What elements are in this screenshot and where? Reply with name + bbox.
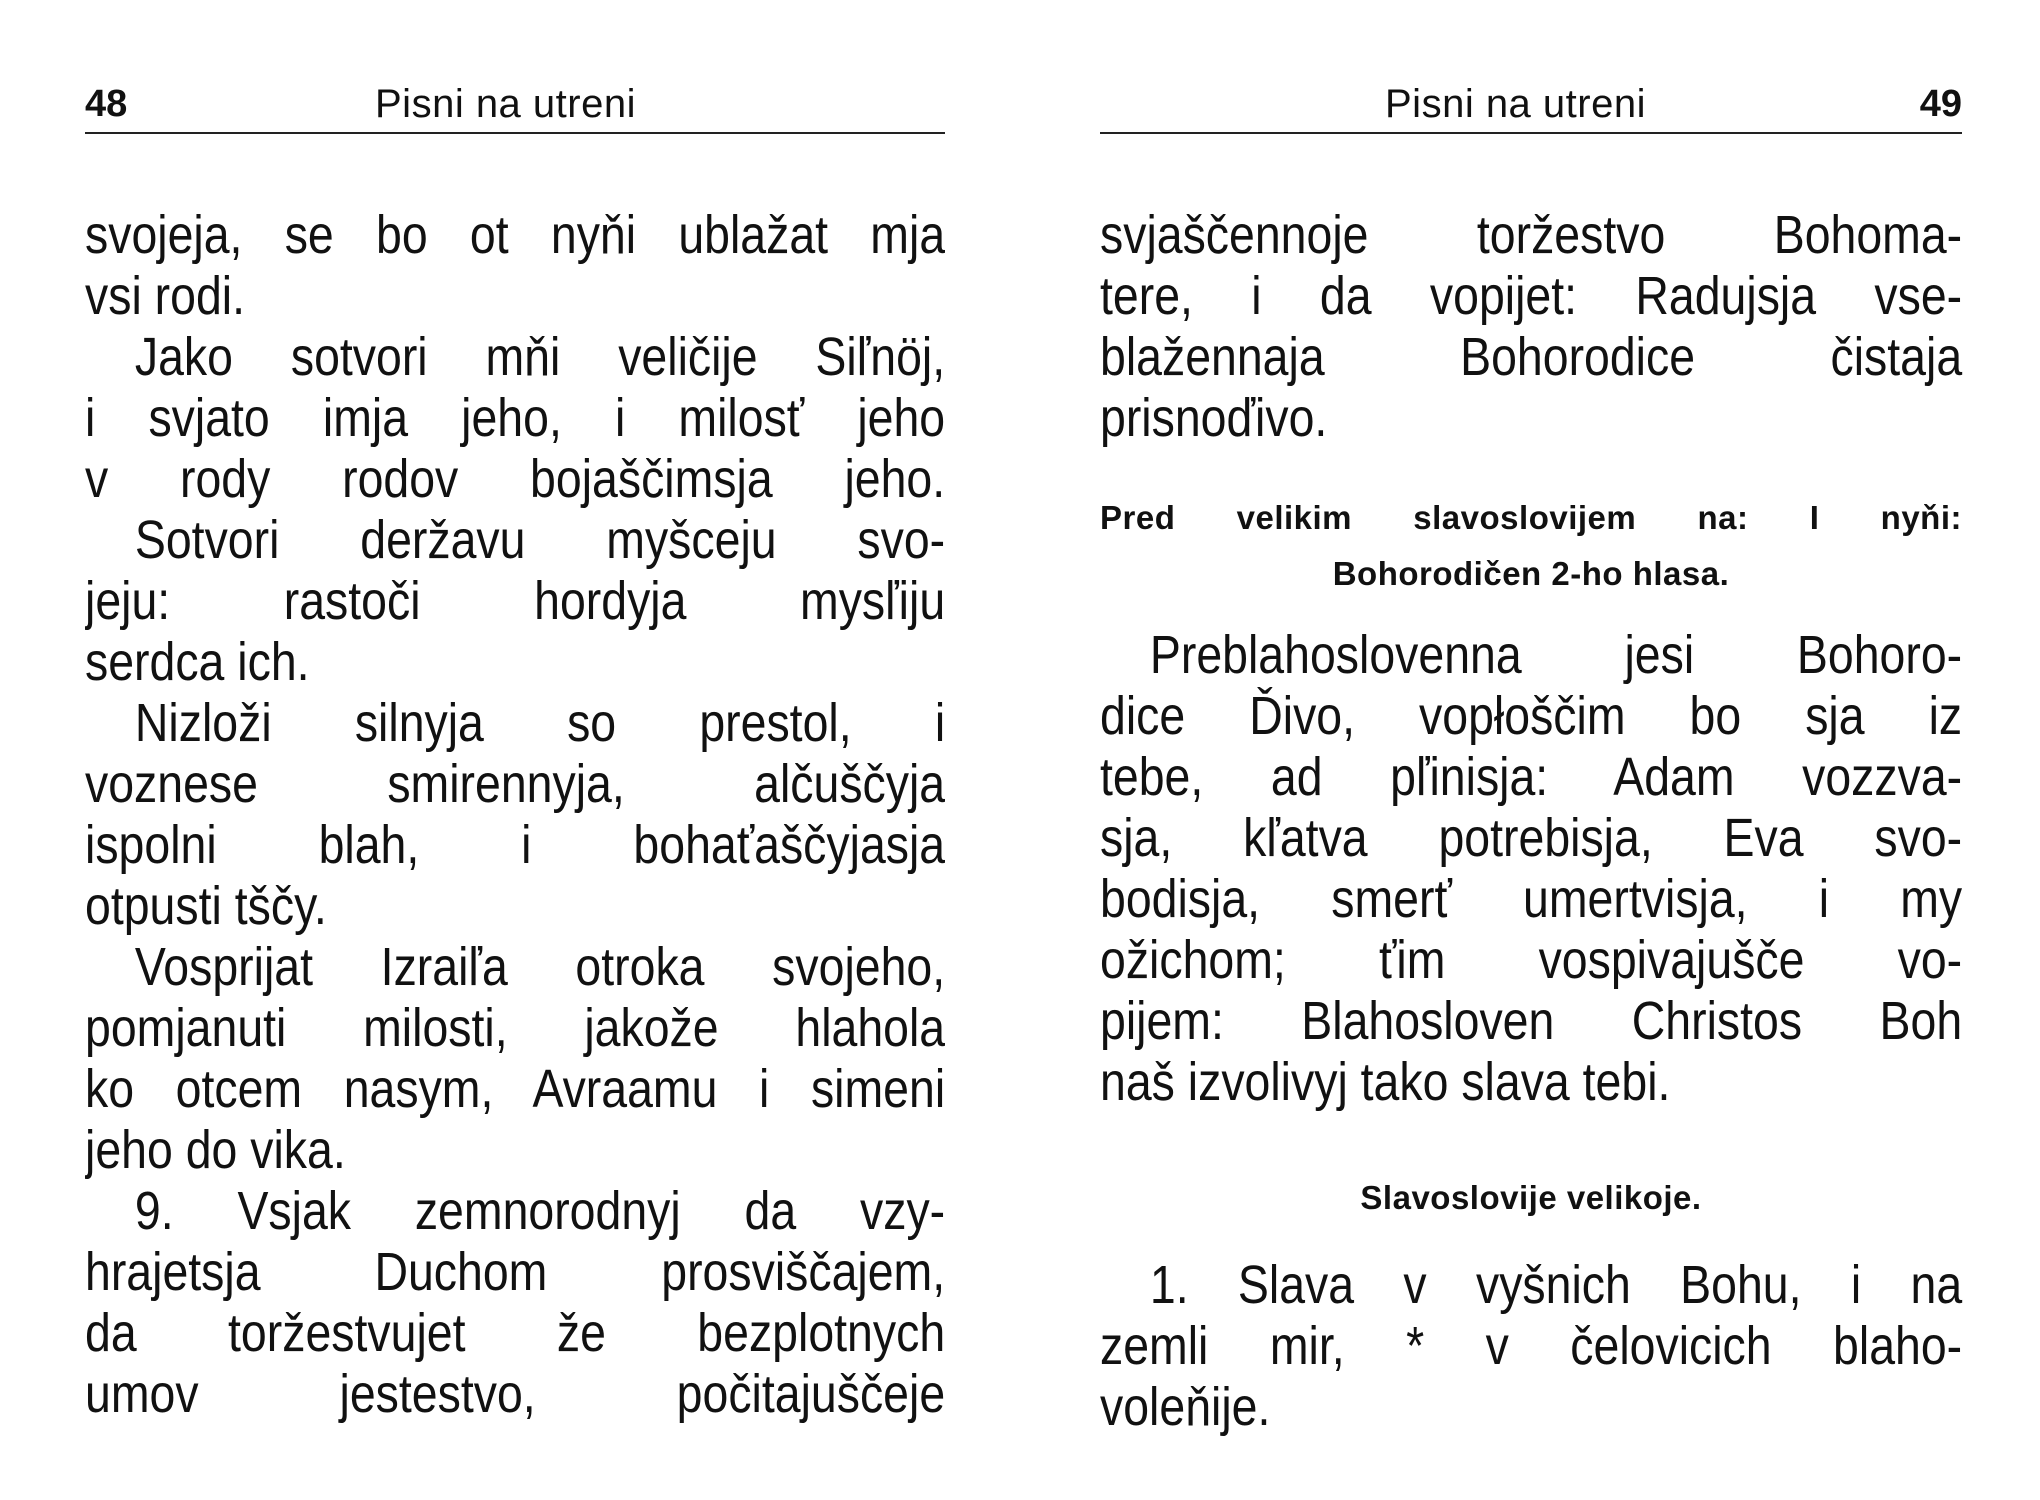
text-line: tere, i da vopijet: Radujsja vse- [1100, 266, 1963, 326]
section-heading: Slavoslovije velikoje. [1360, 1179, 1702, 1216]
left-body-text [85, 205, 945, 1425]
text-line: Vosprijat Izraiľa otroka svojeho, [134, 937, 946, 997]
text-line: pomjanuti milosti, jakože hlahola [85, 998, 946, 1058]
text-line: dice Ďivo, vopłoščim bo sja iz [1100, 686, 1963, 746]
right-page [1100, 0, 1962, 1500]
text-line: voleňije. [1100, 1377, 1271, 1437]
text-line: ko otcem nasym, Avraamu i simeni [85, 1059, 946, 1119]
text-line: Sotvori deržavu myšceju svo- [134, 510, 946, 570]
text-line: bodisja, smerť umertvisja, i my [1100, 869, 1963, 929]
text-line: jeho do vika. [85, 1120, 346, 1180]
text-line: naš izvolivyj tako slava tebi. [1100, 1052, 1671, 1112]
left-header-rule [85, 132, 945, 134]
text-line: svojeja, se bo ot nyňi ublažat mja [85, 205, 946, 265]
text-line: hrajetsja Duchom prosviščajem, [85, 1242, 946, 1302]
text-line: v rody rodov bojaščimsja jeho. [85, 449, 946, 509]
text-line: vsi rodi. [85, 266, 246, 326]
text-line: umov jestestvo, počitajuščeje [85, 1364, 946, 1424]
text-line: pijem: Blahosloven Christos Boh [1100, 991, 1963, 1051]
text-line: tebe, ad pľinisja: Adam vozzva- [1100, 747, 1963, 807]
rubric-line: Bohorodičen 2-ho hlasa. [1332, 555, 1730, 592]
text-line: sja, kľatva potrebisja, Eva svo- [1100, 808, 1963, 868]
right-top-text [1100, 205, 1962, 449]
text-line: otpusti tščy. [85, 876, 327, 936]
right-running-head: Pisni na utreni [1385, 82, 1646, 126]
text-line: Preblahoslovenna jesi Bohoro- [1149, 625, 1963, 685]
text-line: blažennaja Bohorodice čistaja [1100, 327, 1963, 387]
left-running-head: Pisni na utreni [375, 82, 636, 126]
text-line: serdca ich. [85, 632, 310, 692]
right-header-rule [1100, 132, 1962, 134]
text-line: ispolni blah, i bohaťaščyjasja [85, 815, 946, 875]
text-line: prisnoďivo. [1100, 388, 1328, 448]
left-page-number: 48 [85, 83, 128, 125]
left-page [85, 0, 945, 1500]
text-line: zemli mir, * v čelovicich blaho- [1100, 1316, 1963, 1376]
right-bottom-text [1100, 1255, 1962, 1438]
left-page-header [85, 78, 945, 130]
text-line: ožichom; ťim vospivajušče vo- [1100, 930, 1963, 990]
rubric-line: Pred velikim slavoslovijem na: I nyňi: [1100, 499, 1962, 536]
text-line: Jako sotvori mňi veličije Siľnöj, [134, 327, 946, 387]
text-line: jeju: rastoči hordyja mysľiju [85, 571, 946, 631]
right-mid-text [1100, 625, 1962, 1113]
text-line: 9. Vsjak zemnorodnyj da vzy- [134, 1181, 946, 1241]
text-line: i svjato imja jeho, i milosť jeho [85, 388, 946, 448]
right-page-header [1100, 78, 1962, 130]
text-line: svjaščennoje toržestvo Bohoma- [1100, 205, 1963, 265]
right-page-number: 49 [1919, 83, 1962, 125]
text-line: voznese smirennyja, alčuščyja [85, 754, 946, 814]
text-line: Nizloži silnyja so prestol, i [134, 693, 946, 753]
text-line: 1. Slava v vyšnich Bohu, i na [1149, 1255, 1963, 1315]
text-line: da toržestvujet že bezplotnych [85, 1303, 946, 1363]
rubric-heading [1100, 490, 1962, 602]
